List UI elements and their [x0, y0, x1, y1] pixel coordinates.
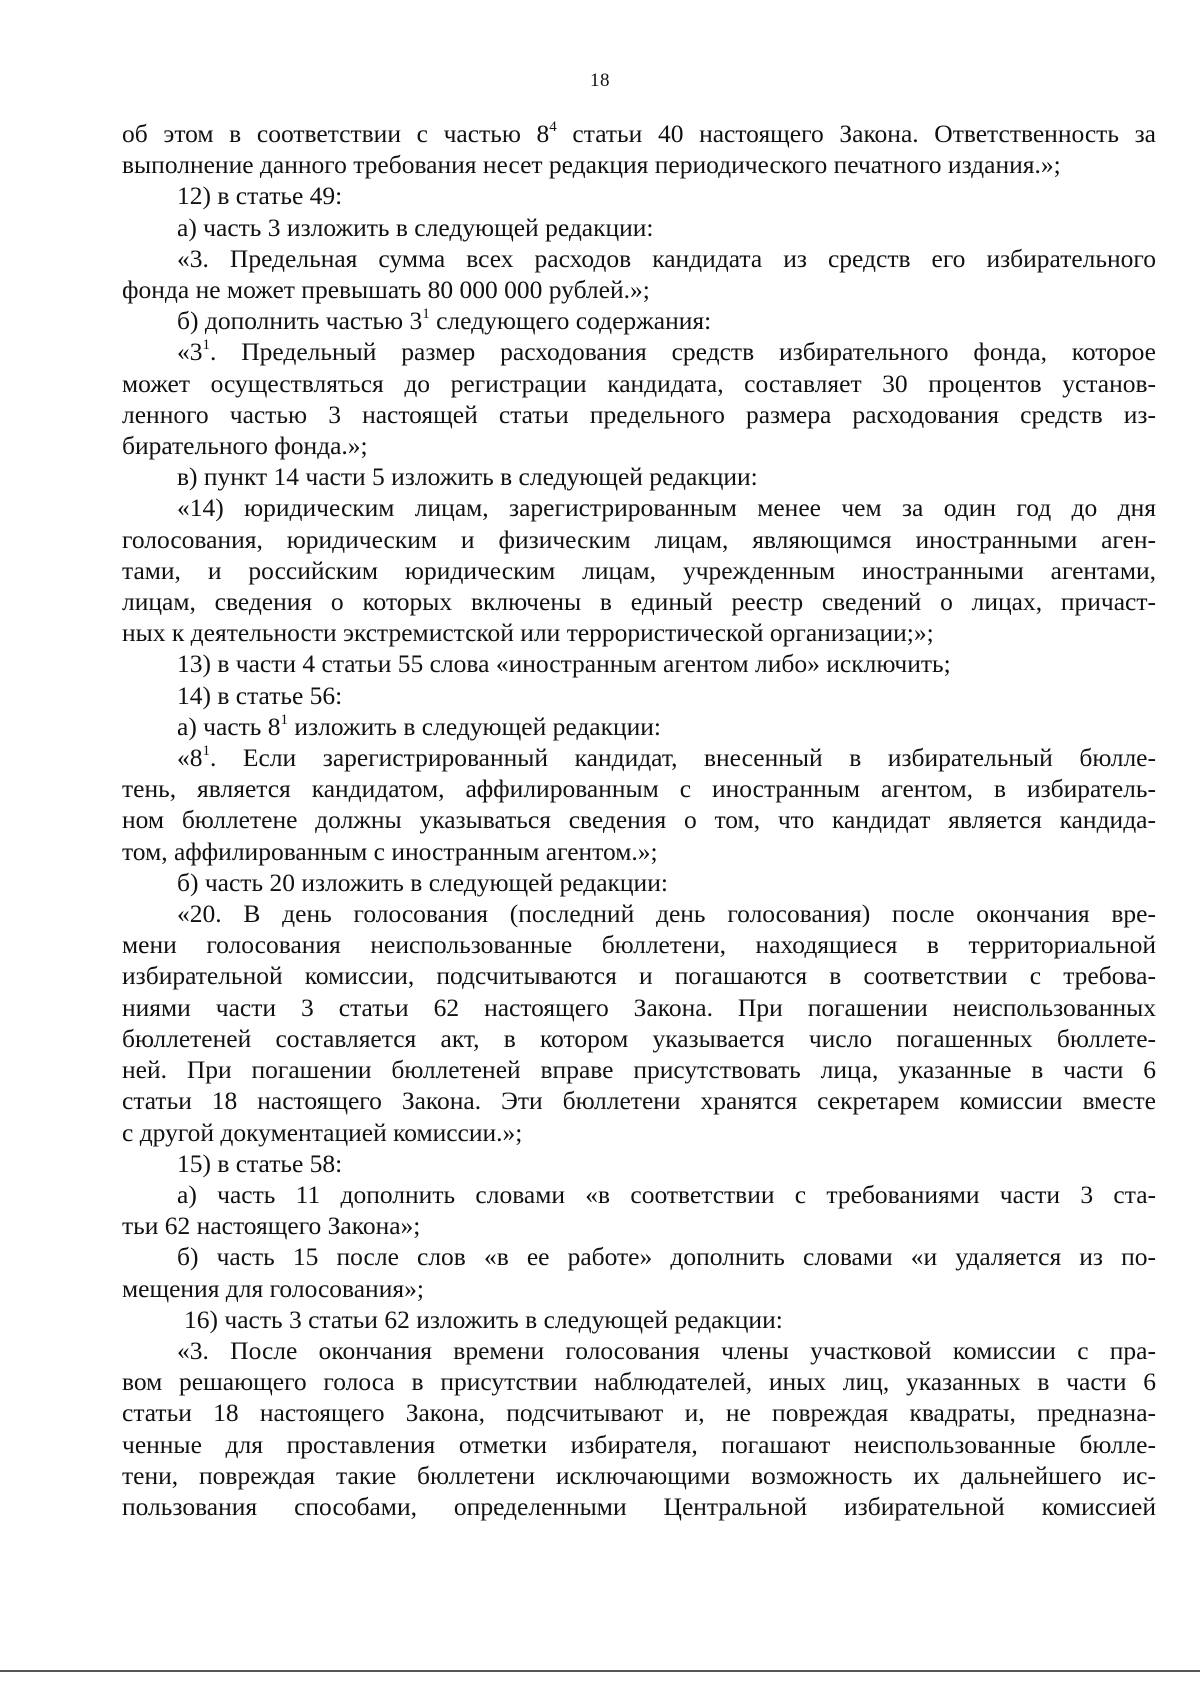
list-item: б) дополнить частью $3^1$ следующего содержания:	[177, 306, 712, 336]
superscript: 4	[549, 119, 557, 135]
text-line: «14) юридическим лицам, зарегистрированным менее чем за один год до дня	[177, 493, 1156, 523]
text-line: «$8^1$. Если зарегистрированный кандидат, внесенный в избирательный бюлле-	[177, 743, 1156, 773]
text-line: тени, повреждая такие бюллетени исключающими возможность их дальнейшего ис-	[122, 1460, 1156, 1490]
list-item: 12) в статье 49:	[177, 181, 343, 211]
text-line: ленного частью 3 настоящей статьи предельного размера расходования средств из-	[122, 399, 1156, 429]
text-line: ченные для проставления отметки избирателя, погашают неиспользованные бюлле-	[122, 1429, 1156, 1459]
text-line: мени голосования неиспользованные бюллетени, находящиеся в территориальной	[122, 930, 1156, 960]
list-item: 13) в части 4 статьи 55 слова «иностранным агентом либо» исключить;	[177, 649, 951, 679]
superscript: 1	[202, 743, 210, 760]
text-line: ном бюллетене должны указываться сведения о том, что кандидат является кандида-	[122, 805, 1156, 835]
list-item: 16) часть 3 статьи 62 изложить в следующей редакции:	[184, 1304, 783, 1334]
text-line: пользования способами, определенными Центральной избирательной комиссией	[122, 1491, 1156, 1521]
text-line: «3. После окончания времени голосования члены участковой комиссии с пра-	[177, 1335, 1156, 1365]
text-line: выполнение данного требования несет редакция периодического печатного издания.»;	[122, 150, 1061, 180]
text-line: статьи 18 настоящего Закона. Эти бюллетени хранятся секретарем комиссии вместе	[122, 1086, 1156, 1116]
superscript: 1	[202, 337, 210, 354]
text-line: бирательного фонда.»;	[122, 431, 368, 461]
text-line: мещения для голосования»;	[122, 1273, 424, 1303]
text-line: статьи 18 настоящего Закона, подсчитывают и, не повреждая квадраты, предназна-	[122, 1398, 1156, 1428]
list-item: а) часть $8^1$ изложить в следующей редакции:	[177, 711, 662, 741]
page-number: 18	[590, 70, 610, 91]
list-item: в) пункт 14 части 5 изложить в следующей редакции:	[177, 462, 758, 492]
text-line: тами, и российским юридическим лицам, учрежденным иностранными агентами,	[122, 555, 1156, 585]
list-item: а) часть 11 дополнить словами «в соответствии с требованиями части 3 ста-	[177, 1179, 1156, 1209]
list-item: а) часть 3 изложить в следующей редакции:	[177, 212, 654, 242]
text-line: может осуществляться до регистрации кандидата, составляет 30 процентов установ-	[122, 368, 1156, 398]
text-line: с другой документацией комиссии.»;	[122, 1117, 523, 1147]
list-item: 14) в статье 56:	[177, 680, 343, 710]
bottom-rule	[0, 1670, 1200, 1672]
text-line: том, аффилированным с иностранным агентом.»;	[122, 836, 658, 866]
superscript: 1	[422, 306, 430, 323]
text-line: избирательной комиссии, подсчитываются и погашаются в соответствии с требова-	[122, 961, 1156, 991]
superscript: 1	[280, 711, 289, 728]
text-line: «3. Предельная сумма всех расходов кандидата из средств его избирательного	[177, 243, 1156, 273]
text-line: фонда не может превышать 80 000 000 рублей.»;	[122, 275, 650, 305]
text-line: бюллетеней составляется акт, в котором указывается число погашенных бюллете-	[122, 1023, 1156, 1053]
text-line: «$3^1$. Предельный размер расходования средств избирательного фонда, которое	[177, 337, 1156, 367]
text-line: вом решающего голоса в присутствии наблюдателей, иных лиц, указанных в части 6	[122, 1367, 1156, 1397]
text-line: ниями части 3 статьи 62 настоящего Закона. При погашении неиспользованных	[122, 992, 1156, 1022]
text-line: ней. При погашении бюллетеней вправе присутствовать лица, указанные в части 6	[122, 1055, 1156, 1085]
text-line: ных к деятельности экстремистской или террористической организации;»;	[122, 618, 934, 648]
list-item: 15) в статье 58:	[177, 1148, 343, 1178]
list-item: б) часть 20 изложить в следующей редакции:	[177, 867, 668, 897]
list-item: б) часть 15 после слов «в ее работе» дополнить словами «и удаляется из по-	[177, 1242, 1156, 1272]
text-line: тень, является кандидатом, аффилированным с иностранным агентом, в избиратель-	[122, 774, 1156, 804]
text-line: «20. В день голосования (последний день голосования) после окончания вре-	[177, 899, 1156, 929]
text-line: об этом в соответствии с частью $8^4$ статьи 40 настоящего Закона. Ответственность за	[122, 119, 1156, 148]
text-line: голосования, юридическим и физическим лицам, являющимся иностранными аген-	[122, 524, 1156, 554]
text-line: тьи 62 настоящего Закона»;	[122, 1211, 421, 1241]
document-body	[122, 118, 1156, 1522]
text-line: лицам, сведения о которых включены в единый реестр сведений о лицах, причаст-	[122, 587, 1156, 617]
